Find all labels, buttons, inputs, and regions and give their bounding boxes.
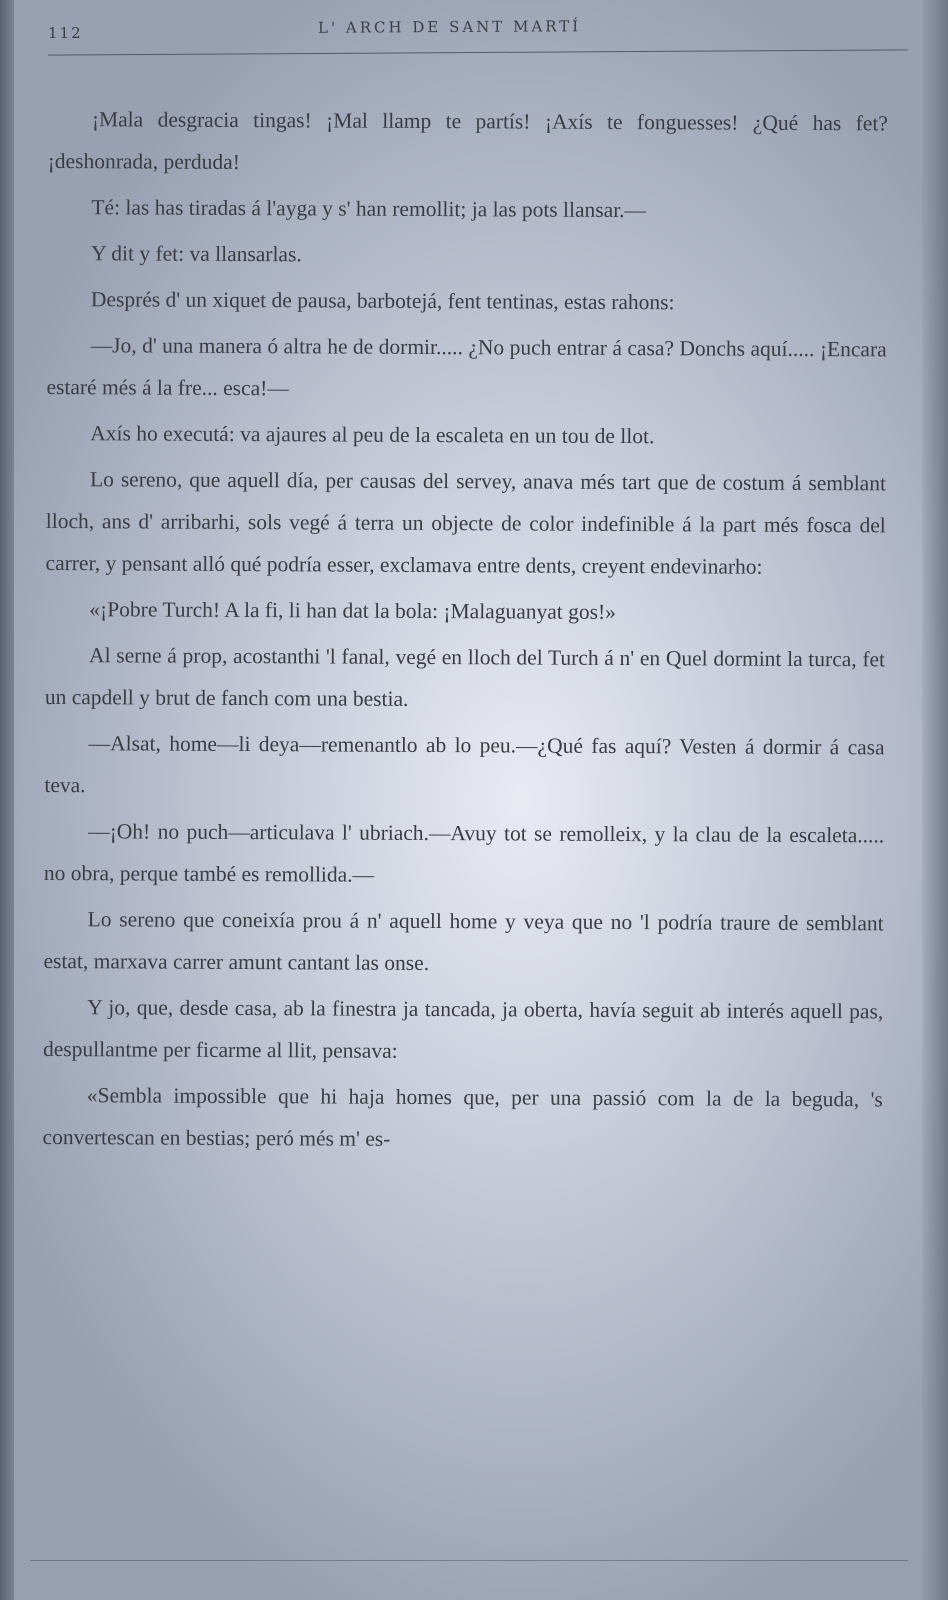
paragraph: Axís ho executá: va ajaures al peu de la escaleta en un tou de llot. — [90, 421, 655, 449]
paragraph: ¡Mala desgracia tingas! ¡Mal llamp te partís! ¡Axís te fonguesses! ¿Qué has fet? ¡deshonrada, perduda! — [47, 107, 888, 175]
page-header — [48, 18, 908, 56]
paragraph: Lo sereno, que aquell día, per causas del servey, anava més tart que de costum á semblant lloch, ans d' arribarhi, sols vegé á terra un objecte de color indefinible á la part més fosca del carrer, y pensant alló qué podría esser, exclamava entre dents, creyent endevinarho: — [45, 467, 887, 579]
paragraph: «¡Pobre Turch! A la fi, li han dat la bola: ¡Malaguanyat gos!» — [89, 597, 617, 624]
running-title: L' ARCH DE SANT MARTÍ — [317, 17, 582, 37]
paragraph: —Jo, d' una manera ó altra he de dormir..... ¿No puch entrar á casa? Donchs aquí..... ¡Encara estaré més á la fre... esca!— — [46, 333, 887, 401]
paragraph: Després d' un xiquet de pausa, barbotejá, fent tentinas, estas rahons: — [90, 287, 675, 315]
paragraph: —¡Oh! no puch—articulava l' ubriach.—Avuy tot se remolleix, y la clau de la escaleta..... no obra, perque també es remollida.— — [43, 819, 885, 887]
paragraph: Lo sereno que coneixía prou á n' aquell home y veya que no 'l podría traure de semblant estat, marxava carrer amunt cantant las onse. — [43, 907, 884, 976]
paragraph: «Sembla impossible que hi haja homes que, per una passió com la de la beguda, 's convertescan en bestias; peró més m' es- — [42, 1083, 883, 1151]
paragraph: Al serne á prop, acostanthi 'l fanal, vegé en lloch del Turch á n' en Quel dormint la turca, fet un capdell y brut de fanch com una bestia. — [44, 643, 886, 711]
bottom-edge-line — [30, 1560, 908, 1561]
page-left-edge — [0, 0, 14, 1600]
header-rule — [48, 49, 908, 55]
paragraph: Té: las has tiradas á l'ayga y s' han remollit; ja las pots llansar.— — [91, 195, 647, 223]
page-number: 112 — [48, 24, 83, 42]
paragraph: —Alsat, home—li deya—remenantlo ab lo peu.—¿Qué fas aquí? Vesten á dormir á casa teva. — [44, 731, 885, 798]
paragraph: Y dit y fet: va llansarlas. — [91, 241, 302, 267]
body-text — [42, 98, 888, 1166]
paragraph: Y jo, que, desde casa, ab la finestra ja tancada, ja oberta, havía seguit ab interés aquell pas, despullantme per ficarme al llit, pensava: — [42, 995, 884, 1063]
page-right-edge — [922, 0, 948, 1600]
